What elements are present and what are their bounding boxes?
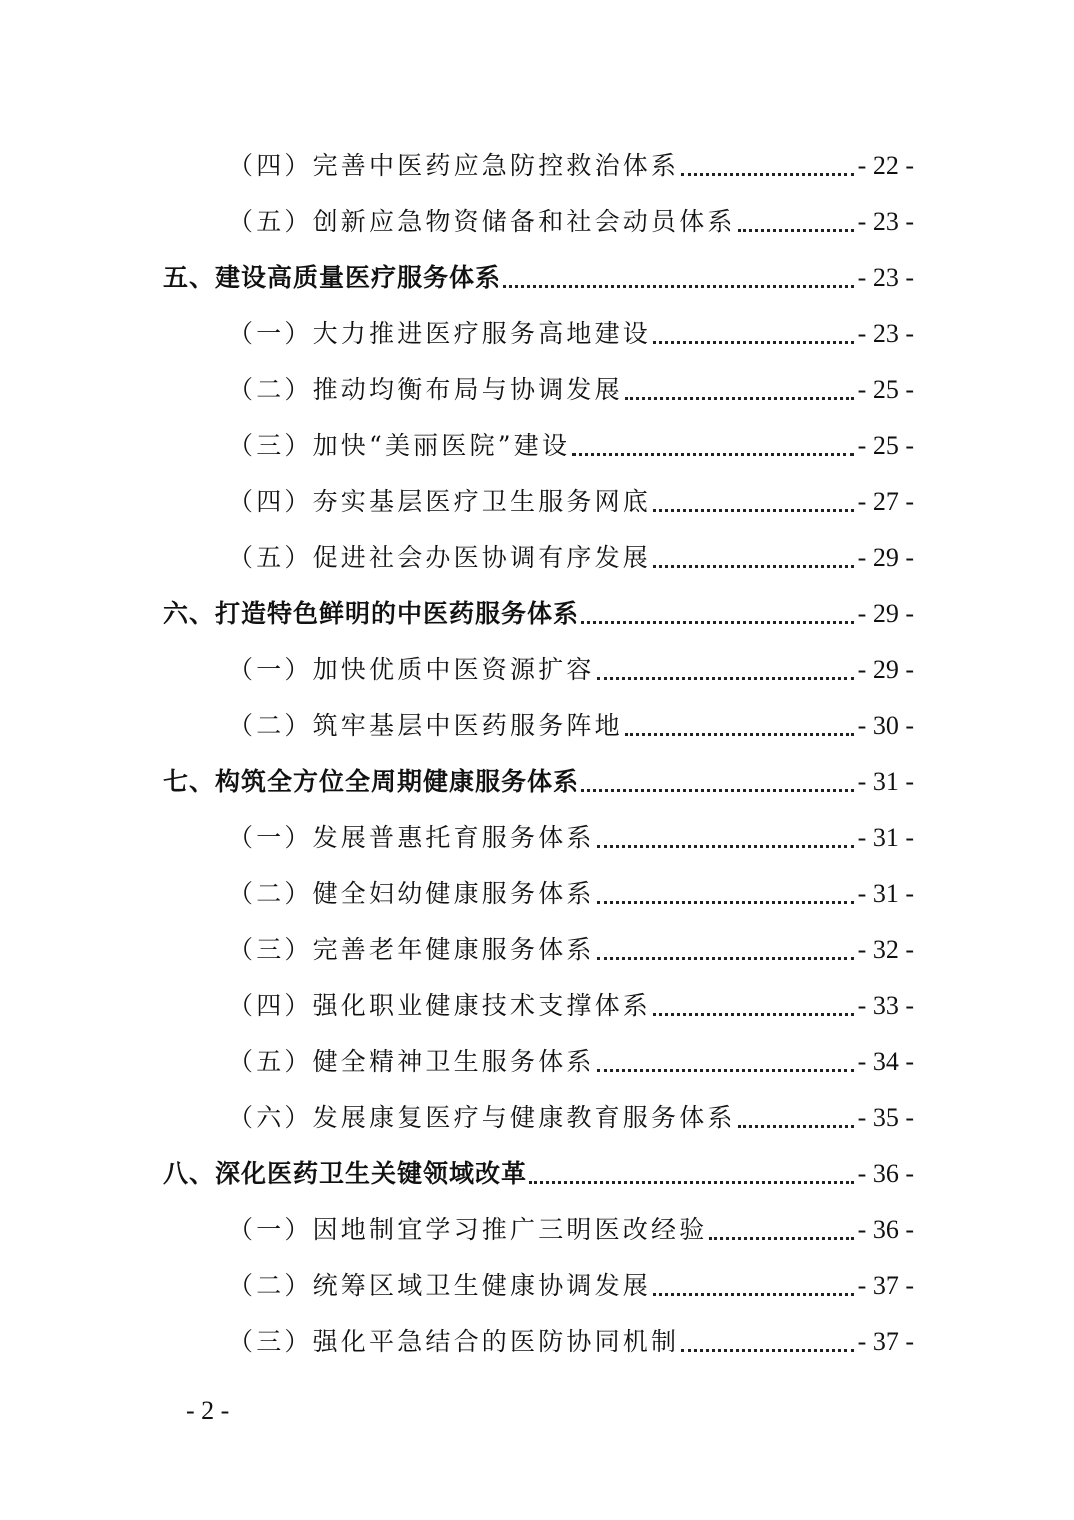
toc-entry-page-number: - 31 - xyxy=(857,767,914,796)
toc-entry-page-number: - 30 - xyxy=(857,711,914,740)
toc-entry-page-number: - 31 - xyxy=(857,879,914,908)
toc-subsection-row xyxy=(0,530,1074,586)
dot-leader xyxy=(625,397,854,400)
toc-section-row xyxy=(0,1146,1074,1202)
toc-entry-page-number: - 25 - xyxy=(857,375,914,404)
dot-leader xyxy=(625,733,854,736)
dot-leader xyxy=(653,1013,854,1016)
toc-section-row xyxy=(0,754,1074,810)
toc-entry-title: （二）健全妇幼健康服务体系 xyxy=(228,879,595,908)
toc-subsection-row xyxy=(0,922,1074,978)
toc-entry-page-number: - 22 - xyxy=(857,151,914,180)
dot-leader xyxy=(503,285,854,288)
toc-entry-title: （一）发展普惠托育服务体系 xyxy=(228,823,595,852)
dot-leader xyxy=(738,1125,854,1128)
toc-entry-page-number: - 33 - xyxy=(857,991,914,1020)
toc-entry-page-number: - 23 - xyxy=(857,207,914,236)
toc-entry-page-number: - 27 - xyxy=(857,487,914,516)
dot-leader xyxy=(597,1069,854,1072)
toc-subsection-row xyxy=(0,418,1074,474)
toc-entry-page-number: - 34 - xyxy=(857,1047,914,1076)
toc-subsection-row xyxy=(0,1090,1074,1146)
toc-entry-title: （三）完善老年健康服务体系 xyxy=(228,935,595,964)
toc-entry-title: （一）大力推进医疗服务高地建设 xyxy=(228,319,652,348)
toc-entry-page-number: - 23 - xyxy=(857,263,914,292)
toc-entry-title: （三）加快“美丽医院”建设 xyxy=(228,431,571,460)
toc-entry-page-number: - 29 - xyxy=(857,543,914,572)
dot-leader xyxy=(597,845,854,848)
dot-leader xyxy=(581,621,854,624)
toc-entry-title: （五）健全精神卫生服务体系 xyxy=(228,1047,595,1076)
toc-entry-title: （三）强化平急结合的医防协同机制 xyxy=(228,1327,680,1356)
toc-entry-title: （二）筑牢基层中医药服务阵地 xyxy=(228,711,623,740)
toc-entry-page-number: - 25 - xyxy=(857,431,914,460)
dot-leader xyxy=(529,1181,854,1184)
toc-entry-page-number: - 31 - xyxy=(857,823,914,852)
dot-leader xyxy=(653,341,854,344)
dot-leader xyxy=(653,509,854,512)
toc-subsection-row xyxy=(0,1034,1074,1090)
toc-subsection-row xyxy=(0,362,1074,418)
page-number: - 2 - xyxy=(186,1396,230,1425)
dot-leader xyxy=(681,173,853,176)
dot-leader xyxy=(597,677,854,680)
toc-subsection-row xyxy=(0,306,1074,362)
dot-leader xyxy=(572,453,854,456)
toc-entry-title: （五）创新应急物资储备和社会动员体系 xyxy=(228,207,736,236)
toc-subsection-row xyxy=(0,1258,1074,1314)
toc-entry-page-number: - 37 - xyxy=(857,1327,914,1356)
toc-subsection-row xyxy=(0,810,1074,866)
toc-entry-page-number: - 32 - xyxy=(857,935,914,964)
toc-entry-title: （二）统筹区域卫生健康协调发展 xyxy=(228,1271,652,1300)
toc-subsection-row xyxy=(0,866,1074,922)
dot-leader xyxy=(738,229,854,232)
dot-leader xyxy=(581,789,854,792)
toc-section-row xyxy=(0,586,1074,642)
toc-entry-page-number: - 35 - xyxy=(857,1103,914,1132)
toc-entry-page-number: - 23 - xyxy=(857,319,914,348)
toc-entry-title: （四）强化职业健康技术支撑体系 xyxy=(228,991,652,1020)
toc-entry-title: （六）发展康复医疗与健康教育服务体系 xyxy=(228,1103,736,1132)
toc-entry-page-number: - 36 - xyxy=(857,1215,914,1244)
toc-entry-title: 七、构筑全方位全周期健康服务体系 xyxy=(163,767,580,796)
toc-subsection-row xyxy=(0,642,1074,698)
dot-leader xyxy=(653,1293,854,1296)
toc-entry-page-number: - 37 - xyxy=(857,1271,914,1300)
toc-subsection-row xyxy=(0,978,1074,1034)
dot-leader xyxy=(653,565,854,568)
dot-leader xyxy=(597,901,854,904)
dot-leader xyxy=(709,1237,853,1240)
table-of-contents xyxy=(0,138,1074,1370)
toc-subsection-row xyxy=(0,1314,1074,1370)
dot-leader xyxy=(681,1349,853,1352)
dot-leader xyxy=(597,957,854,960)
toc-entry-page-number: - 29 - xyxy=(857,599,914,628)
toc-entry-title: （二）推动均衡布局与协调发展 xyxy=(228,375,623,404)
toc-subsection-row xyxy=(0,698,1074,754)
toc-section-row xyxy=(0,250,1074,306)
toc-entry-page-number: - 36 - xyxy=(857,1159,914,1188)
toc-entry-title: 八、深化医药卫生关键领域改革 xyxy=(163,1159,528,1188)
toc-entry-title: （四）完善中医药应急防控救治体系 xyxy=(228,151,680,180)
toc-entry-title: （五）促进社会办医协调有序发展 xyxy=(228,543,652,572)
toc-subsection-row xyxy=(0,474,1074,530)
toc-entry-title: 六、打造特色鲜明的中医药服务体系 xyxy=(163,599,580,628)
toc-entry-title: （一）因地制宜学习推广三明医改经验 xyxy=(228,1215,708,1244)
toc-entry-title: 五、建设高质量医疗服务体系 xyxy=(163,263,502,292)
toc-entry-page-number: - 29 - xyxy=(857,655,914,684)
toc-subsection-row xyxy=(0,138,1074,194)
toc-entry-title: （一）加快优质中医资源扩容 xyxy=(228,655,595,684)
toc-entry-title: （四）夯实基层医疗卫生服务网底 xyxy=(228,487,652,516)
toc-subsection-row xyxy=(0,1202,1074,1258)
toc-subsection-row xyxy=(0,194,1074,250)
